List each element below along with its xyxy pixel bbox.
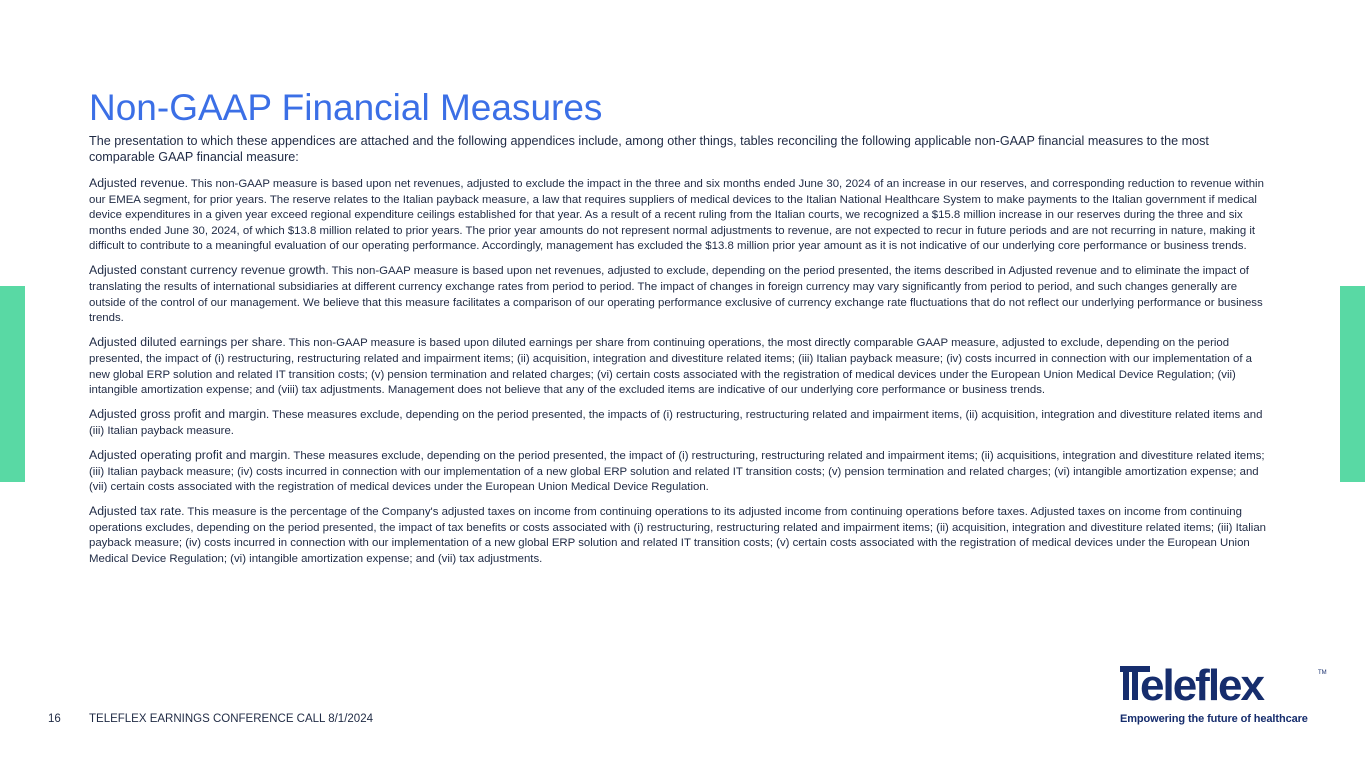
definition-text: . This non-GAAP measure is based upon net revenues, adjusted to exclude, depending on the period presented, the items described in Adjusted revenue and to eliminate the impact of translating the results of international subsidiaries at different currency exchange rates from period to period. The impact of changes in foreign currency may vary significantly from period to period, and such changes generally are outside of the control of our management. We believe that this measure facilitates a comparison of our operating performance exclusive of currency exchange rate fluctuations that do not reflect our underlying performance or business trends. <box>89 265 1263 325</box>
definition-text: . These measures exclude, depending on the period presented, the impact of (i) restructuring, restructuring related and impairment items; (ii) acquisitions, integration and divestiture related items; (iii) Italian payback measure; (iv) costs incurred in connection with our implementation of a new global ERP solution and related IT transition costs; (v) pension termination and related charges; (vi) intangible amortization expense; and (vii) certain costs associated with the registration of medical devices under the European Union Medical Device Regulation. <box>89 449 1265 494</box>
definition-text: . This non-GAAP measure is based upon diluted earnings per share from continuing operations, the most directly comparable GAAP measure, adjusted to exclude, depending on the period presented, the impact of (i) restructuring, restructuring related and impairment items; (ii) acquisition, integration and divestiture related items; (iii) Italian payback measure; (iv) costs incurred in connection with our implementation of a new global ERP solution and related IT transition costs; (v) pension termination and related charges; (vi) certain costs associated with the registration of medical devices under the European Union Medical Device Regulation; (vii) intangible amortization expense; and (viii) tax adjustments. Management does not believe that any of the excluded items are indicative of our underlying core performance or business trends. <box>89 337 1252 397</box>
definition-term: Adjusted diluted earnings per share <box>89 335 283 350</box>
left-accent-bar <box>0 286 25 482</box>
definition-adjusted-operating-profit <box>89 448 1274 496</box>
definition-adjusted-revenue <box>89 176 1274 255</box>
definition-adjusted-diluted-eps <box>89 335 1274 398</box>
definition-term: Adjusted gross profit and margin <box>89 407 267 422</box>
definition-term: Adjusted constant currency revenue growth <box>89 263 326 278</box>
footer <box>48 713 373 725</box>
logo-tagline: Empowering the future of healthcare <box>1120 713 1308 725</box>
definition-text: . This measure is the percentage of the Company's adjusted taxes on income from continuing operations to its adjusted income from continuing operations before taxes. Adjusted taxes on income from continuing operations excludes, depending on the period presented, the impact of tax benefits or costs associated with (i) restructuring, restructuring related and impairment items; (ii) acquisition, integration and divestiture related items; (iii) Italian payback measure; (iv) costs incurred in connection with our implementation of a new global ERP solution and related IT transition costs; (v) certain costs associated with the registration of medical devices under the European Union Medical Device Regulation; (vi) intangible amortization expense; and (vii) tax adjustments. <box>89 506 1266 565</box>
definition-adjusted-gross-profit <box>89 407 1274 439</box>
page-title: Non-GAAP Financial Measures <box>89 87 603 128</box>
right-accent-bar <box>1340 286 1365 482</box>
page-number: 16 <box>48 713 61 725</box>
footer-event-label: TELEFLEX EARNINGS CONFERENCE CALL 8/1/2024 <box>89 713 373 725</box>
intro-paragraph: The presentation to which these appendices are attached and the following appendices include, among other things, tables reconciling the following applicable non-GAAP financial measures to the most comparable GAAP financial measure: <box>89 134 1209 164</box>
definitions-list <box>89 176 1274 576</box>
logo-wordmark-text: eleflex <box>1140 662 1263 708</box>
teleflex-wordmark <box>1120 662 1330 708</box>
definition-adjusted-tax-rate <box>89 504 1274 567</box>
definition-term: Adjusted revenue <box>89 176 185 190</box>
definition-term: Adjusted operating profit and margin <box>89 447 288 462</box>
definition-adjusted-constant-currency-revenue-growth <box>89 263 1274 326</box>
trademark-symbol: TM <box>1318 670 1327 676</box>
definition-term: Adjusted tax rate <box>89 504 182 519</box>
definition-text: . These measures exclude, depending on the period presented, the impacts of (i) restructuring, restructuring related and impairment items, (ii) acquisition, integration and divestiture related items and (iii) Italian payback measure. <box>89 409 1263 437</box>
definition-text: . This non-GAAP measure is based upon net revenues, adjusted to exclude the impact in the three and six months ended June 30, 2024 of an increase in our reserves, and corresponding reduction to revenue within our EMEA segment, for prior years. The reserve relates to the Italian payback measure, a law that requires suppliers of medical devices to the Italian National Healthcare System to make payments to the Italian government if medical device expenditures in a given year exceed regional expenditure ceilings established for that year. As a result of a recent ruling from the Italian courts, we recognized a $15.8 million increase in our reserves during the three and six months ended June 30, 2024, of which $13.8 million related to prior years. The prior year amounts do not represent normal adjustments to revenue, are not expected to recur in future periods and are not recurring in nature, making it difficult to contribute to a meaningful evaluation of our operating performance. Accordingly, management has excluded the $13.8 million prior year amount as it is not indicative of our underlying core performance or business trends. <box>89 178 1264 253</box>
